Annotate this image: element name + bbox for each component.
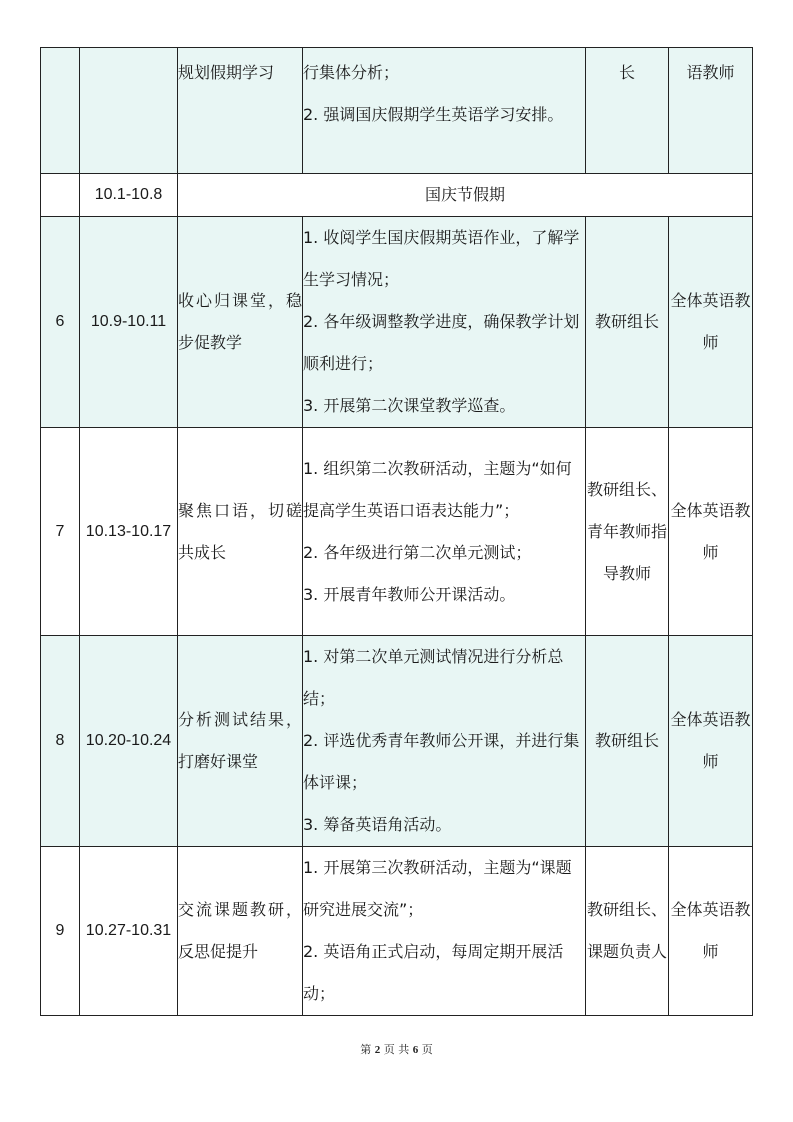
- responsible-cell: 教研组长: [586, 217, 669, 428]
- table-row: [41, 636, 753, 847]
- content-line: 2. 各年级调整教学进度，确保教学计划顺利进行；: [303, 312, 580, 373]
- date-cell: 10.20-10.24: [80, 636, 178, 847]
- work-plan-table: [40, 47, 753, 1016]
- participants-cell: 全体英语教师: [669, 217, 753, 428]
- content-cell: [303, 428, 586, 636]
- content-line: 2. 各年级进行第二次单元测试；: [303, 542, 532, 562]
- date-cell: 10.13-10.17: [80, 428, 178, 636]
- week-cell: [41, 174, 80, 217]
- theme-cell: 分析测试结果，打磨好课堂: [178, 636, 303, 847]
- responsible-cell: 教研组长、青年教师指导教师: [586, 428, 669, 636]
- responsible-cell: 教研组长、课题负责人: [586, 847, 669, 1016]
- responsible-cell: 长: [586, 48, 669, 174]
- table-row: [41, 428, 753, 636]
- content-line: 2. 英语角正式启动，每周定期开展活动；: [303, 942, 564, 1003]
- content-line: 1. 组织第二次教研活动，主题为“如何提高学生英语口语表达能力”；: [303, 458, 572, 520]
- date-cell: [80, 48, 178, 174]
- week-cell: 7: [41, 428, 80, 636]
- date-cell: 10.1-10.8: [80, 174, 178, 217]
- table-row: [41, 847, 753, 1016]
- participants-cell: 全体英语教师: [669, 847, 753, 1016]
- content-line: 行集体分析；: [303, 63, 400, 82]
- theme-cell: 交流课题教研，反思促提升: [178, 847, 303, 1016]
- theme-cell: 规划假期学习: [178, 48, 303, 174]
- content-line: 1. 开展第三次教研活动，主题为“课题研究进展交流”；: [303, 858, 572, 919]
- participants-cell: 全体英语教师: [669, 428, 753, 636]
- date-cell: 10.27-10.31: [80, 847, 178, 1016]
- content-line: 2. 强调国庆假期学生英语学习安排。: [303, 105, 564, 124]
- content-line: 1. 对第二次单元测试情况进行分析总结；: [303, 647, 564, 708]
- footer-middle: 页 共: [383, 1043, 410, 1056]
- week-cell: 8: [41, 636, 80, 847]
- theme-cell: 聚焦口语，切磋共成长: [178, 428, 303, 636]
- week-cell: 6: [41, 217, 80, 428]
- content-cell: [303, 636, 586, 847]
- content-cell: [303, 847, 586, 1016]
- week-cell: 9: [41, 847, 80, 1016]
- current-page-number: 2: [374, 1044, 381, 1056]
- content-line: 3. 开展第二次课堂教学巡查。: [303, 396, 516, 415]
- page-footer: [0, 1041, 793, 1057]
- footer-suffix: 页: [421, 1043, 433, 1056]
- content-line: 1. 收阅学生国庆假期英语作业，了解学生学习情况；: [303, 228, 580, 289]
- theme-cell: 收心归课堂，稳步促教学: [178, 217, 303, 428]
- table-row: [41, 48, 753, 174]
- content-line: 3. 开展青年教师公开课活动。: [303, 584, 516, 604]
- total-page-number: 6: [412, 1044, 419, 1056]
- participants-cell: 语教师: [669, 48, 753, 174]
- footer-prefix: 第: [360, 1043, 372, 1056]
- content-line: 3. 筹备英语角活动。: [303, 815, 452, 834]
- content-cell: [303, 48, 586, 174]
- table-row: [41, 217, 753, 428]
- date-cell: 10.9-10.11: [80, 217, 178, 428]
- holiday-label: 国庆节假期: [178, 174, 753, 217]
- content-cell: [303, 217, 586, 428]
- responsible-cell: 教研组长: [586, 636, 669, 847]
- participants-cell: 全体英语教师: [669, 636, 753, 847]
- table-row: [41, 174, 753, 217]
- week-cell: [41, 48, 80, 174]
- content-line: 2. 评选优秀青年教师公开课，并进行集体评课；: [303, 731, 580, 792]
